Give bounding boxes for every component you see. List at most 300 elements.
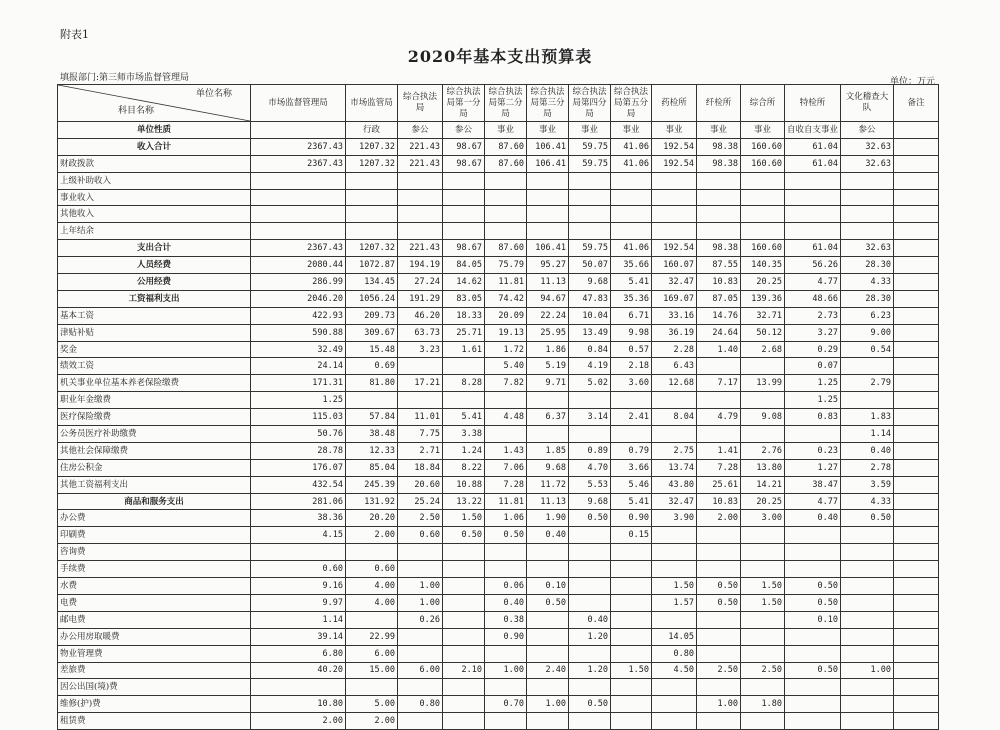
row-label: 单位性质 (58, 122, 251, 139)
value-cell: 14.62 (443, 274, 485, 291)
value-cell (741, 561, 785, 578)
value-cell (527, 679, 569, 696)
value-cell (569, 578, 611, 595)
value-cell: 0.40 (527, 527, 569, 544)
value-cell: 7.17 (697, 375, 741, 392)
value-cell: 10.88 (443, 476, 485, 493)
value-cell (741, 172, 785, 189)
value-cell (652, 223, 697, 240)
value-cell (346, 611, 398, 628)
value-cell: 22.99 (346, 628, 398, 645)
value-cell: 2367.43 (251, 155, 346, 172)
value-cell (443, 358, 485, 375)
column-header: 综合执法局第五分局 (611, 85, 652, 122)
value-cell: 7.06 (485, 459, 527, 476)
value-cell: 0.40 (569, 611, 611, 628)
value-cell (894, 578, 939, 595)
value-cell: 0.83 (785, 409, 841, 426)
value-cell: 0.80 (652, 645, 697, 662)
value-cell: 32.47 (652, 274, 697, 291)
value-cell (785, 628, 841, 645)
value-cell: 1207.32 (346, 155, 398, 172)
value-cell: 192.54 (652, 155, 697, 172)
value-cell (443, 578, 485, 595)
value-cell: 1.50 (652, 578, 697, 595)
row-label: 工资福利支出 (58, 290, 251, 307)
value-cell: 5.00 (346, 696, 398, 713)
value-cell: 5.53 (569, 476, 611, 493)
value-cell: 0.50 (785, 594, 841, 611)
table-row (58, 341, 939, 358)
value-cell: 0.60 (251, 561, 346, 578)
value-cell: 98.38 (697, 155, 741, 172)
value-cell: 3.90 (652, 510, 697, 527)
value-cell (894, 257, 939, 274)
subject-name-label: 科目名称 (118, 106, 155, 116)
value-cell (894, 662, 939, 679)
value-cell (251, 544, 346, 561)
value-cell: 81.80 (346, 375, 398, 392)
value-cell (569, 561, 611, 578)
row-label: 机关事业单位基本养老保险缴费 (58, 375, 251, 392)
column-header: 特检所 (785, 85, 841, 122)
value-cell (652, 696, 697, 713)
value-cell (485, 426, 527, 443)
value-cell (697, 426, 741, 443)
value-cell: 1.50 (611, 662, 652, 679)
value-cell (785, 645, 841, 662)
table-row (58, 459, 939, 476)
value-cell: 1207.32 (346, 240, 398, 257)
value-cell (569, 645, 611, 662)
value-cell: 0.90 (485, 628, 527, 645)
table-row (58, 544, 939, 561)
value-cell: 48.66 (785, 290, 841, 307)
value-cell: 1.86 (527, 341, 569, 358)
value-cell: 87.05 (697, 290, 741, 307)
value-cell (841, 594, 894, 611)
value-cell (841, 713, 894, 730)
value-cell (741, 611, 785, 628)
value-cell (443, 645, 485, 662)
value-cell (485, 544, 527, 561)
value-cell: 10.04 (569, 307, 611, 324)
value-cell: 2.68 (741, 341, 785, 358)
value-cell (894, 341, 939, 358)
value-cell (527, 426, 569, 443)
table-row (58, 155, 939, 172)
value-cell: 3.66 (611, 459, 652, 476)
value-cell (841, 561, 894, 578)
value-cell: 221.43 (398, 240, 443, 257)
value-cell (785, 426, 841, 443)
value-cell (785, 713, 841, 730)
row-label: 印刷费 (58, 527, 251, 544)
value-cell (398, 544, 443, 561)
value-cell: 0.84 (569, 341, 611, 358)
value-cell (894, 426, 939, 443)
value-cell: 38.36 (251, 510, 346, 527)
value-cell: 11.81 (485, 274, 527, 291)
table-row (58, 240, 939, 257)
value-cell: 0.06 (485, 578, 527, 595)
value-cell: 2.50 (398, 510, 443, 527)
value-cell: 0.60 (398, 527, 443, 544)
value-cell: 1.90 (527, 510, 569, 527)
value-cell: 87.60 (485, 138, 527, 155)
table-row (58, 662, 939, 679)
value-cell (652, 392, 697, 409)
value-cell: 6.00 (398, 662, 443, 679)
value-cell (527, 628, 569, 645)
unit-nature-cell: 参公 (443, 122, 485, 139)
value-cell: 1.20 (569, 662, 611, 679)
row-label: 电费 (58, 594, 251, 611)
value-cell: 0.26 (398, 611, 443, 628)
value-cell: 9.68 (569, 274, 611, 291)
value-cell (569, 223, 611, 240)
value-cell: 41.06 (611, 138, 652, 155)
row-label: 因公出国(境)费 (58, 679, 251, 696)
row-label: 商品和服务支出 (58, 493, 251, 510)
value-cell: 10.80 (251, 696, 346, 713)
value-cell: 20.25 (741, 274, 785, 291)
value-cell: 40.20 (251, 662, 346, 679)
value-cell (611, 561, 652, 578)
reporting-department: 填报部门:第三师市场监督管理局 (60, 73, 190, 83)
row-label: 手续费 (58, 561, 251, 578)
table-row (58, 442, 939, 459)
unit-nature-cell (894, 122, 939, 139)
annex-label: 附表1 (60, 28, 89, 41)
value-cell: 5.41 (611, 274, 652, 291)
column-header: 综合执法局第一分局 (443, 85, 485, 122)
value-cell: 25.24 (398, 493, 443, 510)
value-cell: 24.14 (251, 358, 346, 375)
value-cell (741, 645, 785, 662)
value-cell (346, 206, 398, 223)
value-cell (697, 392, 741, 409)
value-cell: 87.60 (485, 240, 527, 257)
value-cell: 171.31 (251, 375, 346, 392)
value-cell (346, 172, 398, 189)
unit-nature-cell: 事业 (485, 122, 527, 139)
value-cell (569, 426, 611, 443)
value-cell: 0.23 (785, 442, 841, 459)
value-cell (611, 713, 652, 730)
value-cell (697, 561, 741, 578)
row-label: 其他工资福利支出 (58, 476, 251, 493)
table-row (58, 206, 939, 223)
table-row (58, 426, 939, 443)
value-cell: 32.63 (841, 138, 894, 155)
value-cell: 0.40 (841, 442, 894, 459)
value-cell (741, 527, 785, 544)
value-cell (652, 426, 697, 443)
value-cell: 0.50 (569, 696, 611, 713)
value-cell (785, 206, 841, 223)
unit-nature-cell: 参公 (398, 122, 443, 139)
value-cell: 0.40 (785, 510, 841, 527)
value-cell (841, 544, 894, 561)
value-cell: 1.24 (443, 442, 485, 459)
row-label: 办公费 (58, 510, 251, 527)
unit-nature-cell: 参公 (841, 122, 894, 139)
table-row (58, 172, 939, 189)
value-cell (841, 223, 894, 240)
column-header: 市场监督管理局 (251, 85, 346, 122)
budget-table (57, 84, 939, 730)
value-cell: 12.68 (652, 375, 697, 392)
page-title: 2020年基本支出预算表 (407, 47, 593, 66)
value-cell: 0.80 (398, 696, 443, 713)
value-cell (611, 392, 652, 409)
value-cell: 87.60 (485, 155, 527, 172)
value-cell: 0.50 (697, 594, 741, 611)
value-cell: 9.16 (251, 578, 346, 595)
value-cell (894, 392, 939, 409)
value-cell (652, 189, 697, 206)
value-cell: 2.79 (841, 375, 894, 392)
row-label: 住房公积金 (58, 459, 251, 476)
value-cell (741, 392, 785, 409)
row-label: 咨询费 (58, 544, 251, 561)
row-label: 收入合计 (58, 138, 251, 155)
value-cell (841, 628, 894, 645)
value-cell: 309.67 (346, 324, 398, 341)
value-cell: 83.05 (443, 290, 485, 307)
value-cell (398, 223, 443, 240)
value-cell: 1.00 (841, 662, 894, 679)
value-cell: 8.04 (652, 409, 697, 426)
value-cell (443, 561, 485, 578)
value-cell: 6.80 (251, 645, 346, 662)
row-label: 公务员医疗补助缴费 (58, 426, 251, 443)
value-cell (894, 358, 939, 375)
value-cell: 11.81 (485, 493, 527, 510)
value-cell (841, 189, 894, 206)
value-cell: 13.49 (569, 324, 611, 341)
value-cell: 160.60 (741, 155, 785, 172)
table-row (58, 594, 939, 611)
value-cell: 0.50 (785, 578, 841, 595)
value-cell (398, 561, 443, 578)
value-cell (569, 679, 611, 696)
value-cell: 35.36 (611, 290, 652, 307)
value-cell: 7.28 (697, 459, 741, 476)
column-header: 综合执法局 (398, 85, 443, 122)
column-header: 市场监管局 (346, 85, 398, 122)
value-cell (894, 138, 939, 155)
column-header: 综合执法局第二分局 (485, 85, 527, 122)
value-cell: 1.43 (485, 442, 527, 459)
value-cell (346, 223, 398, 240)
value-cell: 84.05 (443, 257, 485, 274)
value-cell (569, 544, 611, 561)
column-header: 纤检所 (697, 85, 741, 122)
value-cell (485, 392, 527, 409)
table-row (58, 611, 939, 628)
value-cell (485, 713, 527, 730)
value-cell: 6.37 (527, 409, 569, 426)
value-cell: 0.50 (527, 594, 569, 611)
value-cell (894, 324, 939, 341)
value-cell (527, 561, 569, 578)
value-cell: 1.27 (785, 459, 841, 476)
value-cell (443, 594, 485, 611)
value-cell (697, 544, 741, 561)
value-cell: 2.00 (697, 510, 741, 527)
value-cell (652, 206, 697, 223)
value-cell: 9.97 (251, 594, 346, 611)
value-cell: 18.84 (398, 459, 443, 476)
unit-nature-cell: 事业 (611, 122, 652, 139)
value-cell: 1.00 (527, 696, 569, 713)
value-cell: 1.20 (569, 628, 611, 645)
value-cell: 4.00 (346, 594, 398, 611)
unit-nature-cell (251, 122, 346, 139)
value-cell: 38.47 (785, 476, 841, 493)
value-cell: 61.04 (785, 138, 841, 155)
row-label: 基本工资 (58, 307, 251, 324)
value-cell: 20.20 (346, 510, 398, 527)
value-cell: 5.41 (611, 493, 652, 510)
value-cell: 13.22 (443, 493, 485, 510)
value-cell: 4.00 (346, 578, 398, 595)
row-label: 奖金 (58, 341, 251, 358)
value-cell (485, 223, 527, 240)
value-cell: 106.41 (527, 138, 569, 155)
value-cell (741, 713, 785, 730)
value-cell: 191.29 (398, 290, 443, 307)
value-cell (611, 172, 652, 189)
value-cell (485, 645, 527, 662)
value-cell (527, 713, 569, 730)
value-cell: 281.06 (251, 493, 346, 510)
value-cell (346, 392, 398, 409)
unit-nature-cell: 事业 (652, 122, 697, 139)
value-cell: 286.99 (251, 274, 346, 291)
value-cell: 24.64 (697, 324, 741, 341)
value-cell (443, 611, 485, 628)
value-cell: 2.41 (611, 409, 652, 426)
value-cell (443, 172, 485, 189)
row-label: 其他收入 (58, 206, 251, 223)
value-cell: 59.75 (569, 155, 611, 172)
value-cell: 35.66 (611, 257, 652, 274)
value-cell (894, 240, 939, 257)
value-cell (894, 223, 939, 240)
unit-nature-cell: 自收自支事业 (785, 122, 841, 139)
value-cell: 2.50 (697, 662, 741, 679)
table-row (58, 628, 939, 645)
value-cell (527, 206, 569, 223)
value-cell: 3.00 (741, 510, 785, 527)
value-cell: 11.01 (398, 409, 443, 426)
value-cell: 2.00 (251, 713, 346, 730)
value-cell: 14.76 (697, 307, 741, 324)
value-cell: 5.19 (527, 358, 569, 375)
value-cell: 9.00 (841, 324, 894, 341)
table-row (58, 223, 939, 240)
value-cell: 32.63 (841, 240, 894, 257)
value-cell: 4.70 (569, 459, 611, 476)
value-cell: 1.00 (398, 578, 443, 595)
value-cell: 25.71 (443, 324, 485, 341)
value-cell: 4.33 (841, 274, 894, 291)
value-cell: 2.71 (398, 442, 443, 459)
value-cell (785, 223, 841, 240)
value-cell: 7.75 (398, 426, 443, 443)
value-cell: 9.08 (741, 409, 785, 426)
value-cell: 1.40 (697, 341, 741, 358)
value-cell: 61.04 (785, 240, 841, 257)
value-cell (611, 594, 652, 611)
column-header: 文化稽查大队 (841, 85, 894, 122)
unit-name-label: 单位名称 (195, 89, 232, 99)
value-cell: 6.23 (841, 307, 894, 324)
value-cell (894, 307, 939, 324)
value-cell: 1.50 (741, 594, 785, 611)
value-cell (697, 189, 741, 206)
value-cell: 3.60 (611, 375, 652, 392)
row-label: 维修(护)费 (58, 696, 251, 713)
header-row (58, 85, 939, 122)
value-cell: 0.69 (346, 358, 398, 375)
row-label: 医疗保险缴费 (58, 409, 251, 426)
value-cell (785, 172, 841, 189)
value-cell: 4.79 (697, 409, 741, 426)
value-cell (527, 172, 569, 189)
value-cell: 0.10 (785, 611, 841, 628)
value-cell (894, 442, 939, 459)
value-cell (611, 544, 652, 561)
value-cell: 87.55 (697, 257, 741, 274)
value-cell (569, 189, 611, 206)
value-cell (652, 679, 697, 696)
value-cell: 0.50 (443, 527, 485, 544)
value-cell: 0.70 (485, 696, 527, 713)
unit-nature-cell: 事业 (569, 122, 611, 139)
value-cell: 160.60 (741, 240, 785, 257)
value-cell: 0.90 (611, 510, 652, 527)
value-cell: 13.74 (652, 459, 697, 476)
value-cell: 14.05 (652, 628, 697, 645)
value-cell: 17.21 (398, 375, 443, 392)
value-cell: 20.25 (741, 493, 785, 510)
value-cell (485, 679, 527, 696)
value-cell: 0.50 (485, 527, 527, 544)
value-cell (569, 172, 611, 189)
value-cell: 0.38 (485, 611, 527, 628)
value-cell: 57.84 (346, 409, 398, 426)
table-row (58, 409, 939, 426)
value-cell (841, 206, 894, 223)
value-cell (894, 645, 939, 662)
value-cell (741, 358, 785, 375)
table-row (58, 392, 939, 409)
value-cell (346, 544, 398, 561)
row-label: 事业收入 (58, 189, 251, 206)
value-cell (894, 290, 939, 307)
value-cell: 106.41 (527, 240, 569, 257)
value-cell (569, 206, 611, 223)
value-cell: 56.26 (785, 257, 841, 274)
value-cell (652, 561, 697, 578)
value-cell (894, 527, 939, 544)
value-cell: 1056.24 (346, 290, 398, 307)
value-cell: 33.16 (652, 307, 697, 324)
